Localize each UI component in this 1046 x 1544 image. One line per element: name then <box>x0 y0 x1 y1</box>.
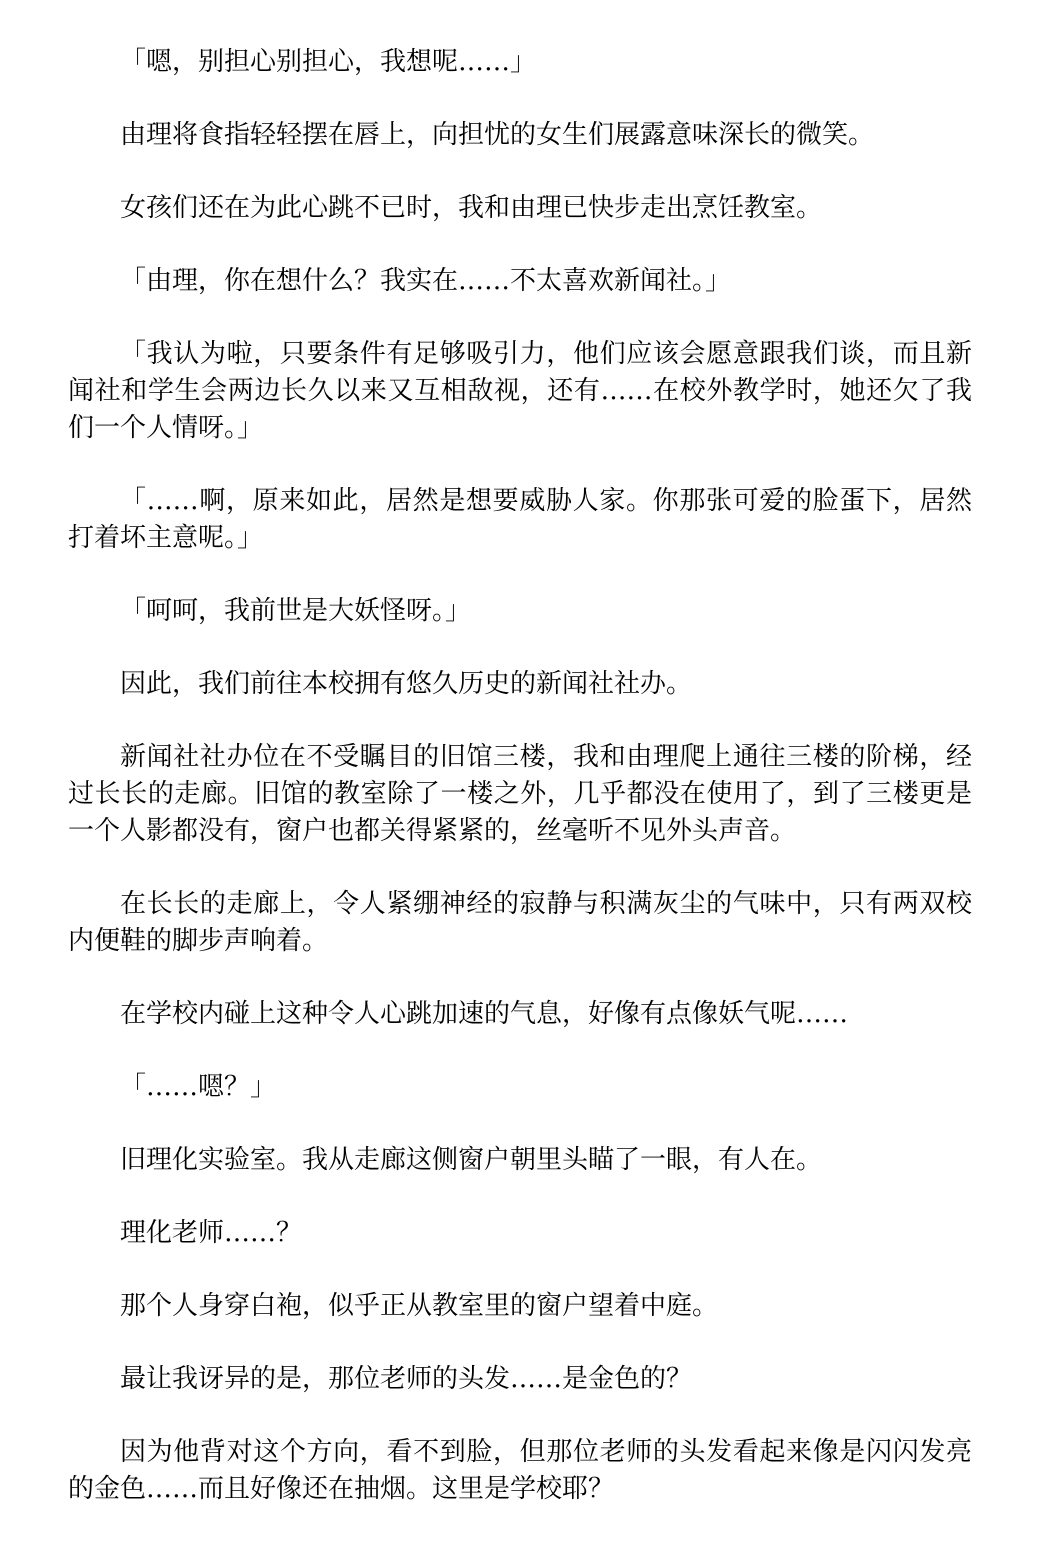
paragraph: 那个人身穿白袍，似乎正从教室里的窗户望着中庭。 <box>120 1291 719 1321</box>
paragraph: 新闻社社办位在不受瞩目的旧馆三楼，我和由理爬上通往三楼的阶梯，经过长长的走廊。旧馆的教室除了一楼之外，几乎都没在使用了，到了三楼更是一个人影都没有，窗户也都关得紧紧的，丝毫听不见外头声音。 <box>68 742 972 846</box>
paragraph: 「……啊，原来如此，居然是想要威胁人家。你那张可爱的脸蛋下，居然打着坏主意呢。」 <box>68 486 972 553</box>
paragraph: 在长长的走廊上，令人紧绷神经的寂静与积满灰尘的气味中，只有两双校内便鞋的脚步声响着。 <box>68 889 972 956</box>
paragraph: 在学校内碰上这种令人心跳加速的气息，好像有点像妖气呢…… <box>120 999 849 1029</box>
paragraph: 「嗯，别担心别担心，我想呢……」 <box>120 47 537 77</box>
paragraph: 「由理，你在想什么？我实在……不太喜欢新闻社。」 <box>120 266 732 296</box>
paragraph: 因此，我们前往本校拥有悠久历史的新闻社社办。 <box>120 669 693 699</box>
paragraph: 由理将食指轻轻摆在唇上，向担忧的女生们展露意味深长的微笑。 <box>120 120 875 150</box>
paragraph: 因为他背对这个方向，看不到脸，但那位老师的头发看起来像是闪闪发亮的金色……而且好像还在抽烟。这里是学校耶？ <box>68 1437 972 1504</box>
paragraph: 旧理化实验室。我从走廊这侧窗户朝里头瞄了一眼，有人在。 <box>120 1145 823 1175</box>
paragraph: 「我认为啦，只要条件有足够吸引力，他们应该会愿意跟我们谈，而且新闻社和学生会两边长久以来又互相敌视，还有……在校外教学时，她还欠了我们一个人情呀。」 <box>68 339 972 443</box>
paragraph: 最让我讶异的是，那位老师的头发……是金色的？ <box>120 1364 693 1394</box>
paragraph: 女孩们还在为此心跳不已时，我和由理已快步走出烹饪教室。 <box>120 193 823 223</box>
paragraph: 理化老师……？ <box>120 1218 303 1248</box>
paragraph: 「呵呵，我前世是大妖怪呀。」 <box>120 596 472 626</box>
paragraph: 「……嗯？」 <box>120 1072 277 1102</box>
body-text <box>68 44 972 1544</box>
